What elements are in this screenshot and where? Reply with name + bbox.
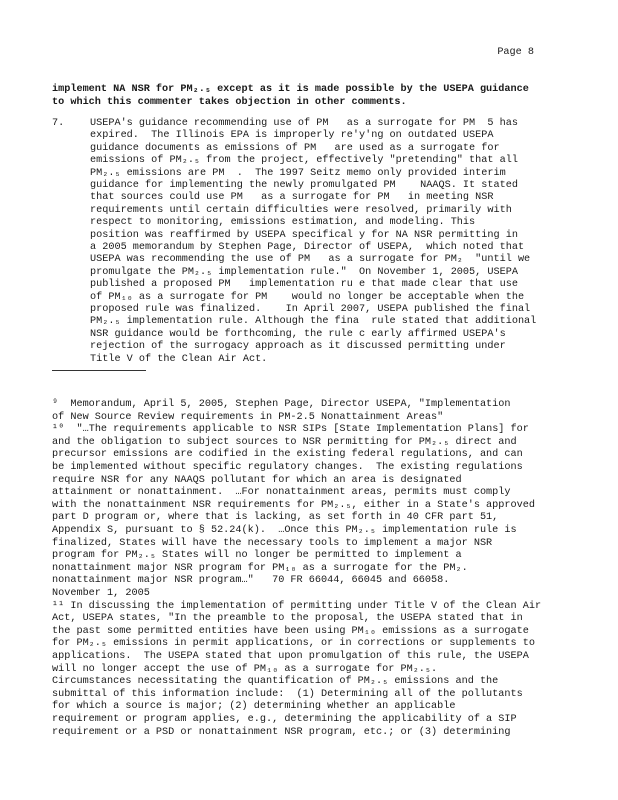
footnote-line: for PM₂.₅ emissions in permit applications, or in corrections or supplements to xyxy=(52,638,535,650)
paragraph-line: guidance documents as emissions of PM are used as a surrogate for xyxy=(90,142,500,154)
footnote-line: ¹⁰ "…The requirements applicable to NSR SIPs [State Implementation Plans] for xyxy=(52,424,529,436)
paragraph-line: guidance for implementing the newly promulgated PM NAAQS. It stated xyxy=(90,180,518,191)
footnote-line: Circumstances necessitating the quantification of PM₂.₅ emissions and the xyxy=(52,676,499,688)
footnote-line: ¹¹ In discussing the implementation of permitting under Title V of the Clean Air xyxy=(52,600,542,612)
footnote-line: require NSR for any NAAQS pollutant for which an area is designated xyxy=(52,474,462,486)
footnote-line: Appendix S, pursuant to § 52.24(k). …Once this PM₂.₅ implementation rule is xyxy=(52,525,517,536)
footnote-line: be implemented without specific regulatory changes. The existing regulations xyxy=(52,462,523,473)
footnote-line: with the nonattainment NSR requirements for PM₂.₅, either in a State's approved xyxy=(52,499,535,511)
footnote-line: Act, USEPA states, "In the preamble to the proposal, the USEPA stated that in xyxy=(52,613,523,625)
paragraph-line: PM₂.₅ implementation rule. Although the fina rule stated that additional xyxy=(90,316,537,328)
footnote-line: part D program or, where that is lacking, as set forth in 40 CFR part 51, xyxy=(52,512,499,524)
page-number: Page 8 xyxy=(497,47,534,58)
paragraph-line: of PM₁₀ as a surrogate for PM would no longer be acceptable when the xyxy=(90,291,525,303)
paragraph-line: emissions of PM₂.₅ from the project, effectively "pretending" that all xyxy=(90,155,518,167)
paragraph-line: that sources could use PM as a surrogate for PM in meeting NSR xyxy=(90,192,494,204)
footnote-line: nonattainment major NSR program…" 70 FR 66044, 66045 and 66058. xyxy=(52,575,450,587)
footnote-line: and the obligation to subject sources to NSR permitting for PM₂.₅ direct and xyxy=(52,436,517,448)
footnote-line: ⁹ Memorandum, April 5, 2005, Stephen Page, Director USEPA, "Implementation xyxy=(52,399,511,410)
item-number: 7. xyxy=(52,118,65,129)
intro-line-1: implement NA NSR for PM₂.₅ except as it is made possible by the USEPA guidance xyxy=(52,84,529,95)
paragraph-line: a 2005 memorandum by Stephen Page, Director of USEPA, which noted that xyxy=(90,242,525,253)
paragraph-line: position was reaffirmed by USEPA specifical y for NA NSR permitting in xyxy=(90,229,518,241)
paragraph-line: expired. The Illinois EPA is improperly re'y'ng on outdated USEPA xyxy=(90,130,494,142)
footnote-line: applications. The USEPA stated that upon promulgation of this rule, the USEPA xyxy=(52,651,529,662)
footnote-line: the past some permitted entities have been using PM₁₀ emissions as a surrogate xyxy=(52,625,529,637)
footnote-line: program for PM₂.₅ States will no longer be permitted to implement a xyxy=(52,550,462,562)
footnote-line: for which a source is major; (2) determining whether an applicable xyxy=(52,701,456,713)
footnote-line: attainment or nonattainment. …For nonattainment areas, permits must comply xyxy=(52,487,511,499)
footnote-line: finalized, States will have the necessary tools to implement a major NSR xyxy=(52,537,493,549)
paragraph-line: PM₂.₅ emissions are PM . The 1997 Seitz memo only provided interim xyxy=(90,167,506,179)
footnote-line: requirement or program applies, e.g., determining the applicability of a SIP xyxy=(52,714,517,725)
paragraph-line: NSR guidance would be forthcoming, the rule c early affirmed USEPA's xyxy=(90,328,506,340)
paragraph-line: USEPA's guidance recommending use of PM as a surrogate for PM 5 has xyxy=(90,118,518,129)
footnote-line: submittal of this information include: (1) Determining all of the pollutants xyxy=(52,688,523,700)
footnote-line: November 1, 2005 xyxy=(52,588,150,599)
paragraph-line: proposed rule was finalized. In April 2007, USEPA published the final xyxy=(90,304,531,315)
footnote-line: requirement or a PSD or nonattainment NSR program, etc.; or (3) determining xyxy=(52,726,511,738)
footnote-line: will no longer accept the use of PM₁₀ as a surrogate for PM₂.₅. xyxy=(52,663,438,675)
paragraph-line: rejection of the surrogacy approach as it discussed permitting under xyxy=(90,341,506,353)
footnote-separator xyxy=(52,370,146,371)
paragraph-line: requirements until certain difficulties were resolved, primarily with xyxy=(90,204,512,216)
paragraph-line: USEPA was recommending the use of PM as a surrogate for PM₂ "until we xyxy=(90,254,531,266)
paragraph-line: Title V of the Clean Air Act. xyxy=(90,353,268,365)
paragraph-line: respect to monitoring, emissions estimation, and modeling. This xyxy=(90,217,476,229)
footnote-line: of New Source Review requirements in PM-2.5 Nonattainment Areas" xyxy=(52,411,444,423)
intro-line-2: to which this commenter takes objection in other comments. xyxy=(52,97,407,108)
footnote-line: nonattainment major NSR program for PM₁₀ as a surrogate for the PM₂. xyxy=(52,562,468,574)
paragraph-line: promulgate the PM₂.₅ implementation rule." On November 1, 2005, USEPA xyxy=(90,266,518,278)
footnote-line: precursor emissions are codified in the existing federal regulations, and can xyxy=(52,449,523,461)
paragraph-line: published a proposed PM implementation ru e that made clear that use xyxy=(90,279,518,291)
